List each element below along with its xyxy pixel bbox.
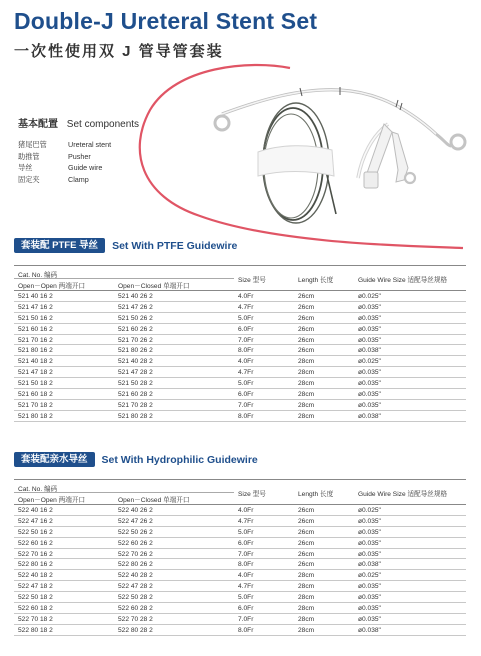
section-badge: 套装配 PTFE 导丝	[14, 238, 105, 253]
table-cell: 521 70 18 2	[18, 401, 53, 409]
section-hydrophilic-header	[14, 452, 258, 467]
table-cell: 522 80 18 2	[18, 626, 53, 634]
table-row	[14, 389, 466, 400]
section-title: Set With Hydrophilic Guidewire	[101, 453, 258, 466]
table-cell: 26cm	[298, 347, 315, 355]
table-cell: 26cm	[298, 561, 315, 569]
table-cell: 28cm	[298, 369, 315, 377]
table-cell: 522 80 26 2	[118, 561, 153, 569]
section-ptfe-header	[14, 238, 237, 253]
component-item: 猪尾巴管 Ureteral stent	[18, 140, 112, 149]
table-cell: 521 47 18 2	[18, 369, 53, 377]
table-cell: ø0.035"	[358, 303, 381, 311]
table-cell: 26cm	[298, 507, 315, 514]
table-body	[14, 505, 466, 636]
table-cell: 522 60 16 2	[18, 539, 53, 547]
components-heading-cn: 基本配置	[18, 119, 58, 130]
table-cell: 521 80 16 2	[18, 347, 53, 355]
table-cell: 8.0Fr	[238, 626, 254, 634]
table-cell: 522 47 26 2	[118, 517, 153, 525]
table-cell: 521 40 16 2	[18, 293, 53, 300]
table-cell: ø0.038"	[358, 561, 381, 569]
table-cell: 28cm	[298, 401, 315, 409]
component-item: 固定夹 Clamp	[18, 174, 89, 184]
table-cell: 521 80 18 2	[18, 412, 53, 420]
table-cell: ø0.035"	[358, 528, 381, 536]
table-row	[14, 367, 466, 378]
table-cell: 26cm	[298, 325, 315, 333]
table-cell: ø0.035"	[358, 550, 381, 558]
table-cell: ø0.035"	[358, 314, 381, 322]
table-cell: 5.0Fr	[238, 528, 254, 536]
table-cell: 4.0Fr	[238, 507, 254, 514]
table-cell: 522 50 28 2	[118, 594, 153, 602]
table-cell: 26cm	[298, 303, 315, 311]
stent-curve	[222, 90, 436, 134]
table-cell: 521 80 28 2	[118, 412, 153, 420]
table-cell: 28cm	[298, 391, 315, 399]
table-cell: 521 50 28 2	[118, 380, 153, 388]
pusher-tube	[358, 124, 388, 178]
table-cell: 521 47 26 2	[118, 303, 153, 311]
table-cell: 6.0Fr	[238, 325, 254, 333]
pigtail-right-icon	[451, 135, 465, 149]
table-cell: 522 70 16 2	[18, 550, 53, 558]
page-subtitle: 一次性使用双 J 管导管套装	[14, 43, 224, 60]
table-cell: 521 50 26 2	[118, 314, 153, 322]
table-row	[14, 614, 466, 625]
table-cell: 28cm	[298, 626, 315, 634]
table-row	[14, 538, 466, 549]
table-cell: 28cm	[298, 412, 315, 420]
table-cell: ø0.035"	[358, 615, 381, 623]
table-row	[14, 291, 466, 302]
table-row	[14, 345, 466, 356]
table-cell: ø0.035"	[358, 391, 381, 399]
components-heading-en: Set components	[66, 119, 140, 130]
table-row	[14, 570, 466, 581]
table-cell: 521 70 16 2	[18, 336, 53, 344]
table-cell: ø0.035"	[358, 325, 381, 333]
table-cell: 28cm	[298, 583, 315, 591]
table-cell: 522 40 28 2	[118, 572, 153, 580]
table-cell: 4.7Fr	[238, 369, 254, 377]
table-cell: 6.0Fr	[238, 605, 254, 613]
table-cell: 521 47 16 2	[18, 303, 53, 311]
table-cell: 522 80 28 2	[118, 626, 153, 634]
pigtail-left-icon	[215, 116, 229, 130]
table-cell: 521 60 26 2	[118, 325, 153, 333]
table-cell: 521 60 28 2	[118, 391, 153, 399]
table-cell: 7.0Fr	[238, 550, 254, 558]
page-title: Double-J Ureteral Stent Set	[14, 8, 318, 34]
table-cell: 521 70 28 2	[118, 401, 153, 409]
table-row	[14, 625, 466, 636]
table-cell: ø0.035"	[358, 517, 381, 525]
table-cell: ø0.025"	[358, 293, 381, 300]
component-item: 助推管 Pusher	[18, 151, 91, 161]
table-row	[14, 356, 466, 367]
table-cell: 8.0Fr	[238, 412, 254, 420]
table-cell: 5.0Fr	[238, 380, 254, 388]
table-cell: 522 80 16 2	[18, 561, 53, 569]
table-row	[14, 335, 466, 346]
table-cell: 521 50 16 2	[18, 314, 53, 322]
table-cell: 521 80 26 2	[118, 347, 153, 355]
guidewire-red-loop	[140, 65, 463, 248]
table-cell: 522 47 28 2	[118, 583, 153, 591]
table-row	[14, 592, 466, 603]
table-cell: ø0.035"	[358, 594, 381, 602]
table-cell: 26cm	[298, 528, 315, 536]
table-cell: 521 40 28 2	[118, 358, 153, 366]
table-row	[14, 378, 466, 389]
table-cell: 521 60 18 2	[18, 391, 53, 399]
table-cell: 522 50 26 2	[118, 528, 153, 536]
table-cell: ø0.035"	[358, 336, 381, 344]
components-list	[18, 139, 111, 185]
clamp-icon	[366, 124, 392, 176]
table-row	[14, 400, 466, 411]
table-cell: 28cm	[298, 605, 315, 613]
table-cell: ø0.025"	[358, 507, 381, 514]
table-row	[14, 313, 466, 324]
table-cell: 522 40 16 2	[18, 507, 53, 514]
section-badge: 套装配亲水导丝	[14, 452, 95, 467]
table-cell: 7.0Fr	[238, 336, 254, 344]
table-row	[14, 559, 466, 570]
table-cell: 7.0Fr	[238, 401, 254, 409]
table-row	[14, 505, 466, 516]
table-cell: 521 50 18 2	[18, 380, 53, 388]
table-row	[14, 516, 466, 527]
table-row	[14, 411, 466, 422]
table-cell: 26cm	[298, 293, 315, 300]
table-cell: ø0.035"	[358, 380, 381, 388]
table-cell: 522 47 18 2	[18, 583, 53, 591]
table-cell: 522 70 18 2	[18, 615, 53, 623]
table-cell: 26cm	[298, 539, 315, 547]
table-cell: 4.0Fr	[238, 572, 254, 580]
table-cell: ø0.035"	[358, 401, 381, 409]
table-cell: 522 60 28 2	[118, 605, 153, 613]
table-cell: 26cm	[298, 314, 315, 322]
ptfe-table	[14, 265, 466, 422]
table-row	[14, 549, 466, 560]
table-cell: ø0.035"	[358, 539, 381, 547]
components-heading	[18, 115, 139, 130]
table-cell: 4.7Fr	[238, 517, 254, 525]
table-row	[14, 324, 466, 335]
guidewire-coil	[263, 108, 323, 220]
table-cell: 522 60 26 2	[118, 539, 153, 547]
coil-band	[258, 146, 334, 176]
hydrophilic-table	[14, 479, 466, 636]
table-header: Cat. No. 编码 Open－Open 两端开口 Open－Closed 单端开口 Size 型号 Length 长度 Guide Wire Size 适配导丝规格	[14, 265, 466, 291]
table-header: Cat. No. 编码 Open－Open 两端开口 Open－Closed 单端开口 Size 型号 Length 长度 Guide Wire Size 适配导丝规格	[14, 479, 466, 505]
table-cell: 26cm	[298, 517, 315, 525]
table-row	[14, 581, 466, 592]
table-cell: 26cm	[298, 336, 315, 344]
table-cell: 28cm	[298, 594, 315, 602]
table-cell: 522 50 16 2	[18, 528, 53, 536]
table-cell: 28cm	[298, 615, 315, 623]
table-cell: 4.0Fr	[238, 293, 254, 300]
table-cell: 521 70 26 2	[118, 336, 153, 344]
table-cell: 4.0Fr	[238, 358, 254, 366]
table-cell: 5.0Fr	[238, 594, 254, 602]
component-item: 导丝 Guide wire	[18, 163, 103, 172]
table-cell: 4.7Fr	[238, 303, 254, 311]
table-cell: ø0.025"	[358, 358, 381, 366]
table-cell: 522 50 18 2	[18, 594, 53, 602]
table-cell: 28cm	[298, 572, 315, 580]
table-cell: 522 40 26 2	[118, 507, 153, 514]
table-cell: ø0.038"	[358, 626, 381, 634]
table-cell: 522 47 16 2	[18, 517, 53, 525]
table-cell: 521 40 18 2	[18, 358, 53, 366]
table-cell: ø0.035"	[358, 605, 381, 613]
table-cell: ø0.025"	[358, 572, 381, 580]
table-cell: 522 40 18 2	[18, 572, 53, 580]
table-cell: 522 70 28 2	[118, 615, 153, 623]
table-cell: 8.0Fr	[238, 347, 254, 355]
table-cell: 8.0Fr	[238, 561, 254, 569]
table-cell: 522 70 26 2	[118, 550, 153, 558]
table-cell: ø0.038"	[358, 412, 381, 420]
table-cell: 521 47 28 2	[118, 369, 153, 377]
table-cell: 28cm	[298, 380, 315, 388]
table-cell: ø0.038"	[358, 347, 381, 355]
table-cell: 521 60 16 2	[18, 325, 53, 333]
table-cell: 26cm	[298, 550, 315, 558]
table-cell: 6.0Fr	[238, 539, 254, 547]
table-row	[14, 603, 466, 614]
table-cell: 6.0Fr	[238, 391, 254, 399]
table-cell: ø0.035"	[358, 369, 381, 377]
table-cell: 522 60 18 2	[18, 605, 53, 613]
table-row	[14, 527, 466, 538]
table-row	[14, 302, 466, 313]
table-cell: 521 40 26 2	[118, 293, 153, 300]
section-title: Set With PTFE Guidewire	[112, 239, 238, 252]
table-cell: 5.0Fr	[238, 314, 254, 322]
table-cell: 4.7Fr	[238, 583, 254, 591]
table-body	[14, 291, 466, 422]
table-cell: 7.0Fr	[238, 615, 254, 623]
table-cell: ø0.035"	[358, 583, 381, 591]
table-cell: 28cm	[298, 358, 315, 366]
